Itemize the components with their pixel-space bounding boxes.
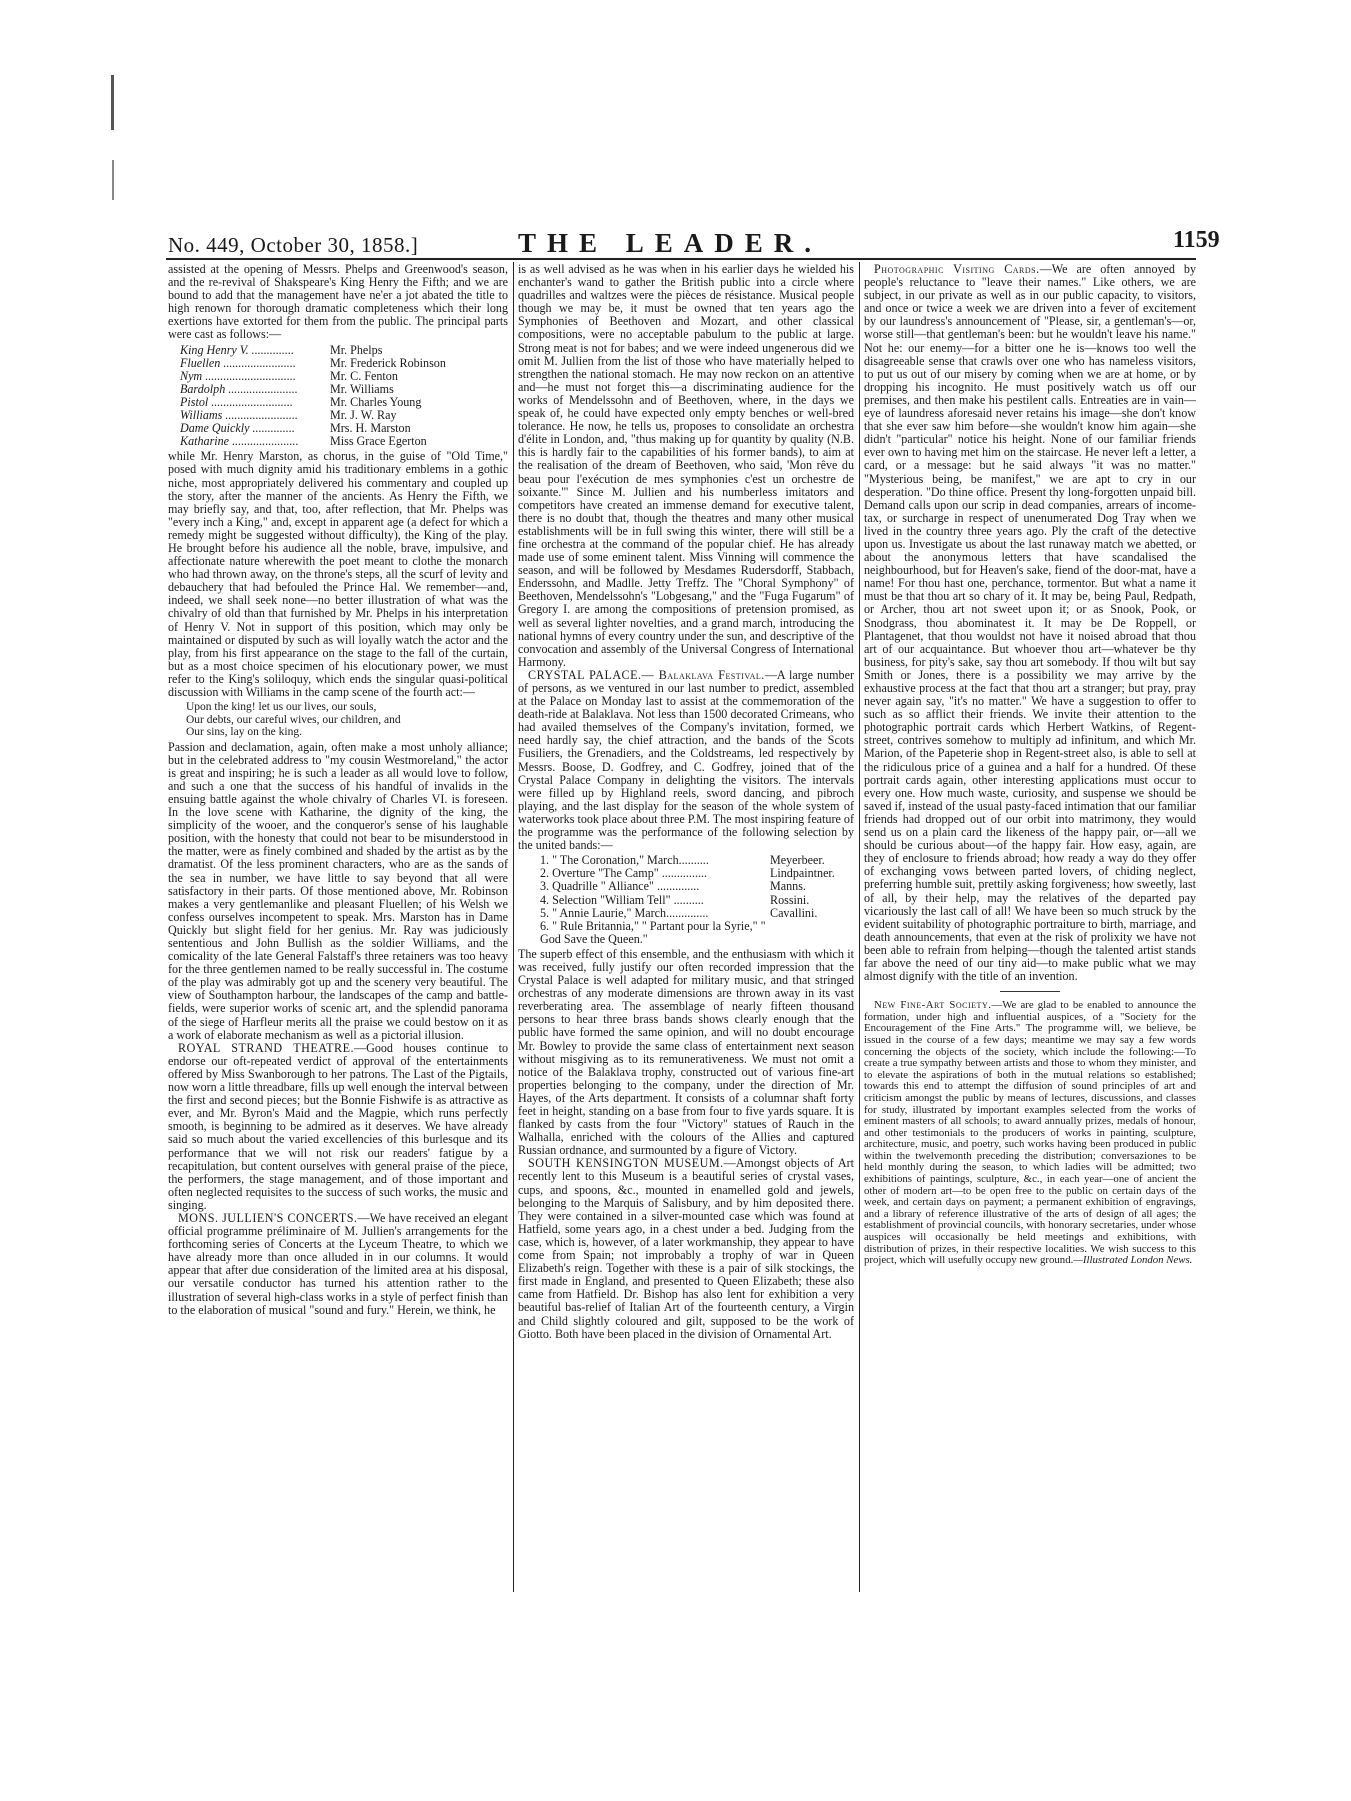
article-paragraph: [864, 1000, 1196, 1267]
section-subheading: — Balaklava Festival.: [641, 667, 765, 682]
section-body: —Amongst objects of Art recently lent to this Museum is a beautiful series of crystal vases, cups, and spoons, &c., mounted in enamelled gold and jewels, belonging to the Marquis of Salisbury, and by him deposited there. They were contained in a silver-mounted case which was found at Hatfield, some years ago, in a chest under a bed. Judging from the case, which is, however, of a later workmanship, they appear to have come from Spain; not improbably a trophy of war in Queen Elizabeth's reign. Together with these is a pair of silk stockings, the first made in England, and presented to Queen Elizabeth; these also came from Hatfield. Dr. Bishop has also lent for exhibition a very beautiful bas-relief of Italian Art of the fourteenth century, a Virgin and Child slightly coloured and gilt, supposed to be the work of Giotto. Both have been placed in the division of Ornamental Art.: [518, 1156, 854, 1341]
section-heading: MONS. JULLIEN'S CONCERTS.: [178, 1210, 358, 1225]
column-2: [518, 263, 854, 1341]
cast-role: Katharine ......................: [180, 435, 299, 449]
programme-piece: 5. " Annie Laurie," March..............: [540, 905, 709, 920]
cast-role: Dame Quickly ..............: [180, 422, 295, 436]
cast-row: [180, 370, 508, 383]
cast-role: Fluellen ........................: [180, 356, 296, 370]
cast-row: [180, 344, 508, 357]
cast-actor: Mrs. H. Marston: [330, 421, 411, 436]
article-paragraph: Passion and declamation, again, often make a most unholy alliance; but in the celebrated address to "my cousin Westmoreland," the actor is great and inspiring; he is such a leader as all would love to follow, and such a one that the success of his handful of invalids in the ensuing battle against the whole chivalry of Charles VI. is foreseen. In the love scene with Katharine, the dignity of the king, the simplicity of the wooer, and the conqueror's sense of his laughable position, with the honesty that could not bear to be misunderstood in the matter, were as finely combined and shaded by the artist as by the dramatist. Of the less prominent characters, who are as the sands of the sea in number, we have little to say beyond that all were satisfactory in their parts. Of those mentioned above, Mr. Robinson makes a very gentlemanlike and pleasant Fluellen; of his Welsh we confess ourselves incompetent to speak. Mrs. Marston has in Dame Quickly but slight field for her genius. Mr. Ray was judiciously sententious and John Bullish as the soldier Williams, and the comicality of the late General Falstaff's three retainers was too heavy for the three gentlemen named to be really successful in. The costume of the play was admirably got up and the scenery very beautiful. The view of Southampton harbour, the landscapes of the camp and battle-fields, were superior works of scenic art, and the splendid panorama of the siege of Harfleur merits all the praise we could bestow on it as a work of elaborate mechanism as well as a pictorial illusion.: [168, 739, 508, 1042]
margin-mark: [111, 75, 114, 130]
cast-actor: Miss Grace Egerton: [330, 434, 427, 449]
article-paragraph: [864, 263, 1196, 983]
verse-quote: [186, 701, 508, 739]
programme-composer: Lindpaintner.: [770, 866, 835, 881]
section-heading: SOUTH KENSINGTON MUSEUM.: [528, 1156, 724, 1171]
cast-role: Bardolph .......................: [180, 382, 298, 396]
programme-piece: 2. Overture "The Camp" ...............: [540, 866, 708, 881]
programme-row: [540, 880, 854, 893]
programme-composer: Manns.: [770, 879, 806, 894]
section-heading: CRYSTAL PALACE.: [528, 667, 642, 682]
verse-line: Our debts, our careful wives, our children, and: [186, 713, 401, 726]
margin-mark: [112, 160, 114, 200]
section-body: —We are glad to be enabled to announce the formation, under high and influential auspices, of a "Society for the Encouragement of the Fine Arts." The programme will, we believe, be issued in the course of a few days; meantime we may say a few words concerning the objects of the society, which include the following:—To create a true sympathy between artists and those to whom they minister, and to elevate the aspirations of both in the mutual relations so established; towards this end to attempt the diffusion of sound principles of art and criticism amongst the public by means of lectures, discussions, and classes for study, illustrated by important examples selected from the works of eminent masters of all schools; to award annually prizes, medals of honour, and other testimonials to the producers of works in painting, sculpture, architecture, music, and poetry, such works having been produced in public within the twelvemonth preceding the distribution; conversaziones to be held monthly during the season, to which ladies will be admitted; two exhibitions of paintings, sculpture, &c., in each year—one of ancient the other of modern art—to be open free to the public on certain days of the week, and certain days on payment; a permanent exhibition of engravings, and a library of reference illustrative of the arts of design of all ages; the establishment of provincial councils, with honorary secretaries, under whose auspices will occasionally be held meetings and exhibitions, with distribution of prizes, in their respective localities. We wish success to this project, which will usefully occupy new ground.: [864, 999, 1196, 1267]
section-body: —We are often annoyed by people's reluctance to "leave their names." Like others, we are subject, in our private as well as in our public capacity, to visitors, and once or twice a week we are driven into a fever of excitement by our laundress's announcement of "Please, sir, a gentleman's—or, worse still—that gentleman's been: but he wouldn't leave his name." Not he: our enemy—for a bitter one he is—knows too well the disagreeable sense that crawls over one who has nameless visitors, to put us out of our misery by coming when we are at home, or by dropping his incognito. He must positively watch us off our premises, and then make his pestilent calls. Entreaties are in vain—eye of laundress aforesaid never retains his image—she don't know that she ever saw him before—she wouldn't know him again—she didn't "particular" notice his height. None of our familiar friends ever own to having met him on the staircase. He never left a letter, a card, or a message: but he said always "it was no matter." "Mysterious being, be manifest," we are apt to cry in our desperation. "Do thine office. Present thy long-forgotten unpaid bill. Demand calls upon our scrip in dead companies, arrears of income-tax, or surcharge in respect of unenumerated Dog Tray when we lived in the country three years ago. Ply the craft of the detective upon us. Investigate us about the last runaway match we abetted, or about the anonymous letters that have scandalised the neighbourhood, but for Heaven's sake, fiend of the door-mat, have a name! For thou hast one, perchance, tormentor. But what a name it must be that thou art so chary of it. It may be, being Paul, Redpath, or Archer, thou art not sweet upon it; or as Snook, Pook, or Snodgrass, thou abominatest it. It may be De Roppell, or Plantagenet, that thou wouldst not have it noised abroad that thou art of our acquaintance. But whoever thou art—whatever be thy business, for pity's sake, say thou art somebody. If thou wilt but say Smith or Jones, there is a possibility we may arrive by the exhaustive process at the fact that thou art a stranger; but pray, pray never again say, "it's no matter." We have a suggestion to offer to such as so afflict their friends. We invite their attention to the photographic portrait cards which Herbert Watkins, of Regent-street, contrives somehow to multiply ad infinitum, and which Mr. Marion, of the Papeterie shop in Regent-street also, is able to sell at the ridiculous price of a guinea and a half for a hundred. Of these portrait cards again, other interesting applications must occur to every one. How much waste, curiosity, and suspense we should be saved if, instead of the usual pasty-faced intimation that our familiar friends had dropped out of our orbit into matrimony, they would send us on a plain card the likeness of the happy pair, or—all we should be curious about—of the happy fair. How easy, again, are they of enclosure to friends abroad; how ready a way do they offer of exchanging vows between parted lovers, of chiding neglect, preferring humble suit, prettily asking forgiveness; how sweetly, last of all, by their help, may the relatives of the departed pay vicariously the last call of all! We have been so much struck by the evident suitability of photographic portraiture to birth, marriage, and death announcements, that even at the risk of prolixity we have not been able to refrain from helping—though the talented artist stands far above the need of our tiny aid—to make public what we may almost dignify with the title of an invention.: [864, 262, 1196, 984]
article-paragraph: [168, 1042, 508, 1212]
programme-composer: Rossini.: [770, 892, 810, 907]
section-body: —Good houses continue to endorse our oft-repeated verdict of approval of the entertainments offered by Miss Swanborough to her patrons. The Last of the Pigtails, now worn a little threadbare, fills up well enough the interval between the first and second pieces; but the Bonnie Fishwife is as attractive as ever, and Mr. Byron's Maid and the Magpie, which runs perfectly smooth, is beginning to be admired as it deserves. We have already said so much about the varied excellencies of this burlesque and its performance that we will not risk our readers' fatigue by a recapitulation, but content ourselves with general praise of the piece, the performers, the stage management, and of those important and often neglected requisites to the success of such works, the music and singing.: [168, 1040, 508, 1212]
verse-line: Our sins, lay on the king.: [186, 726, 302, 739]
page-number: 1159: [1173, 227, 1220, 253]
section-heading: Photographic Visiting Cards.: [874, 262, 1040, 276]
article-paragraph: [168, 1212, 508, 1317]
article-paragraph: while Mr. Henry Marston, as chorus, in the guise of "Old Time," posed with much dignity amid his traditionary emblems in a gothic niche, most appropriately delivered his commentary and coupled up the story, after the manner of the ancients. As Henry the Fifth, we may briefly say, and that, too, after reflection, that Mr. Phelps was "every inch a King," and, except in apparent age (a defect for which a remedy might be suggested without difficulty), the King of the play. He brought before his audience all the noble, brave, impulsive, and affectionate nature wherewith the poet meant to clothe the monarch who had thrown away, on the throne's steps, all the scurf of levity and debauchery that had befouled the Prince Hal. We remember—and, indeed, we shall seek none—no better illustration of what was the chivalry of old than that furnished by Mr. Phelps in his interpretation of Henry V. Not in support of this position, which may only be maintained or disputed by such as will loyally watch the actor and the play, from his first appearance on the stage to the fall of the curtain, but as a most choice specimen of his elocutionary power, we must refer to the King's soliloquy, which ends the singular quasi-political discussion with Williams in the camp scene of the fourth act:—: [168, 449, 508, 699]
cast-role: King Henry V. ..............: [180, 343, 294, 357]
programme-piece: 4. Selection "William Tell" ..........: [540, 892, 704, 907]
article-paragraph: [518, 1157, 854, 1340]
column-1: [168, 263, 508, 1317]
cast-role: Nym ..............................: [180, 369, 296, 383]
issue-line: No. 449, October 30, 1858.]: [168, 233, 419, 257]
cast-list: [180, 344, 508, 449]
article-paragraph: [518, 669, 854, 852]
cast-actor: Mr. C. Fenton: [330, 368, 398, 383]
programme-composer: [770, 920, 854, 946]
column-rule: [513, 262, 514, 1592]
section-divider: [1000, 991, 1060, 992]
verse-line: Upon the king! let us our lives, our souls,: [186, 701, 377, 714]
cast-actor: Mr. Frederick Robinson: [330, 355, 446, 370]
article-paragraph: The superb effect of this ensemble, and the enthusiasm with which it was received, fully justify our often recorded impression that the Crystal Palace is well adapted for military music, and that stringed orchestras of any moderate dimensions are thrown away in its vast reverberating area. The assemblage of nearly fifteen thousand persons to hear three brass bands shows clearly enough that the public have formed the same opinion, and will no doubt encourage Mr. Bowley to provide the same class of entertainment next season without misgiving as to its remunerativeness. We must not omit a notice of the Balaklava trophy, constructed out of various fine-art properties belonging to the company, under the direction of Mr. Hayes, of the Arts department. It consists of a columnar shaft forty feet in height, standing on a base from four to five yards square. It is flanked by casts from the four "Victory" statues of Rauch in the Walhalla, enriched with the colours of the Allies and captured Russian ordnance, and surmounted by a figure of Victory.: [518, 946, 854, 1158]
cast-actor: Mr. Phelps: [330, 342, 383, 357]
programme-composer: Meyerbeer.: [770, 853, 825, 868]
section-heading: New Fine-Art Society.: [874, 999, 992, 1012]
header-rule: [166, 258, 1196, 260]
section-body: —We have received an elegant official programme préliminaire of M. Jullien's arrangements for the forthcoming series of Concerts at the Lyceum Theatre, to which we have already more than once alluded in in our columns. It would appear that after due consideration of the limited area at his disposal, our versatile conductor has turned his attention rather to the illustration of several high-class works in a style of perfect finish than to the elaboration of musical "sound and fury." Herein, we think, he: [168, 1210, 508, 1317]
section-body: —A large number of persons, as we ventured in our last number to predict, assembled at the Palace on Monday last to assist at the commemoration of the death-ride at Balaklava. Not less than 1500 decorated Crimeans, who had availed themselves of the Company's invitation, formed, we need hardly say, the chief attraction, and the bands of the Scots Fusiliers, the Grenadiers, and the Coldstreams, led respectively by Messrs. Boose, D. Godfrey, and C. Godfrey, joined that of the Crystal Palace Company in delighting the visitors. The intervals were filled up by Highland reels, sword dancing, and pibroch playing, and the last display for the season of the whole system of waterworks took place about three P.M. The most inspiring feature of the programme was the performance of the following selection by the united bands:—: [518, 667, 854, 853]
column-rule: [859, 262, 860, 1592]
cast-row: [180, 383, 508, 396]
cast-role: Williams ........................: [180, 409, 298, 423]
cast-row: [180, 357, 508, 370]
programme-piece: 6. " Rule Britannia," " Partant pour la Syrie," " God Save the Queen.": [540, 918, 766, 946]
programme-row: [540, 920, 854, 946]
programme-list: [540, 854, 854, 946]
programme-piece: 1. " The Coronation," March..........: [540, 853, 709, 868]
programme-row: [540, 894, 854, 907]
programme-composer: Cavallini.: [770, 905, 818, 920]
cast-actor: Mr. Charles Young: [330, 394, 422, 409]
source-credit: —Illustrated London News.: [1073, 1254, 1193, 1267]
section-heading: ROYAL STRAND THEATRE.: [178, 1040, 354, 1055]
cast-row: [180, 435, 508, 448]
cast-actor: Mr. Williams: [330, 381, 394, 396]
programme-row: [540, 907, 854, 920]
article-paragraph: is as well advised as he was when in his earlier days he wielded his enchanter's wand to gather the British public into a circle where quadrilles and waltzes were the pièces de résistance. Musical people though we may be, it must be owned that ten years ago the Symphonies of Beethoven and Mozart, and other classical compositions, were no acceptable pabulum to the public at large. Strong meat is not for babes; and we were indeed ungenerous did we omit M. Jullien from the list of those who have materially helped to strengthen the national stomach. He may now reckon on an attentive and—he must not forget this—a discriminating audience for the works of Mendelssohn and of Beethoven, where, in the days we speak of, he could have expected only empty benches or well-bred tolerance. He now, he tells us, proposes to consolidate an orchestra d'élite in London, and, "thus making up for quantity by quality (N.B. this is hardly fair to the capabilities of his former bands), to aim at the realisation of the dream of Beethoven, who said, 'Mon rêve du beau pour l'exécution de mes symphonies c'est un orchestre de soixante.'" Since M. Jullien and his numberless imitators and competitors have created an immense demand for executive talent, there is no doubt that, though the theatres and many other musical establishments will be in full swing this winter, there will still be a fine orchestra at the command of the popular chief. He has already made use of some eminent talent. Miss Vinning will commence the season, and will be followed by Mesdames Rudersdorff, Stabbach, Enderssohn, and Madlle. Jetty Treffz. The "Choral Symphony" of Beethoven, Mendelssohn's "Lobgesang," and the "Fuga Fugarum" of Gregory I. are among the compositions of pretension promised, as well as several lighter novelties, and a grand march, introducing the national hymns of every country under the sun, and descriptive of the convocation and assembly of the Universal Congress of International Harmony.: [518, 262, 854, 669]
article-paragraph: assisted at the opening of Messrs. Phelps and Greenwood's season, and the re-revival of Shakspeare's King Henry the Fifth; and we are bound to add that the management have ne'er a jot abated the title to high renown for thorough dramatic completeness which their long exertions have extorted for them from the public. The principal parts were cast as follows:—: [168, 262, 508, 342]
cast-role: Pistol ...........................: [180, 395, 293, 409]
masthead-title: THE LEADER.: [518, 228, 823, 258]
programme-piece: 3. Quadrille " Alliance" ..............: [540, 879, 700, 894]
cast-actor: Mr. J. W. Ray: [330, 408, 397, 423]
column-3: [864, 263, 1196, 1267]
